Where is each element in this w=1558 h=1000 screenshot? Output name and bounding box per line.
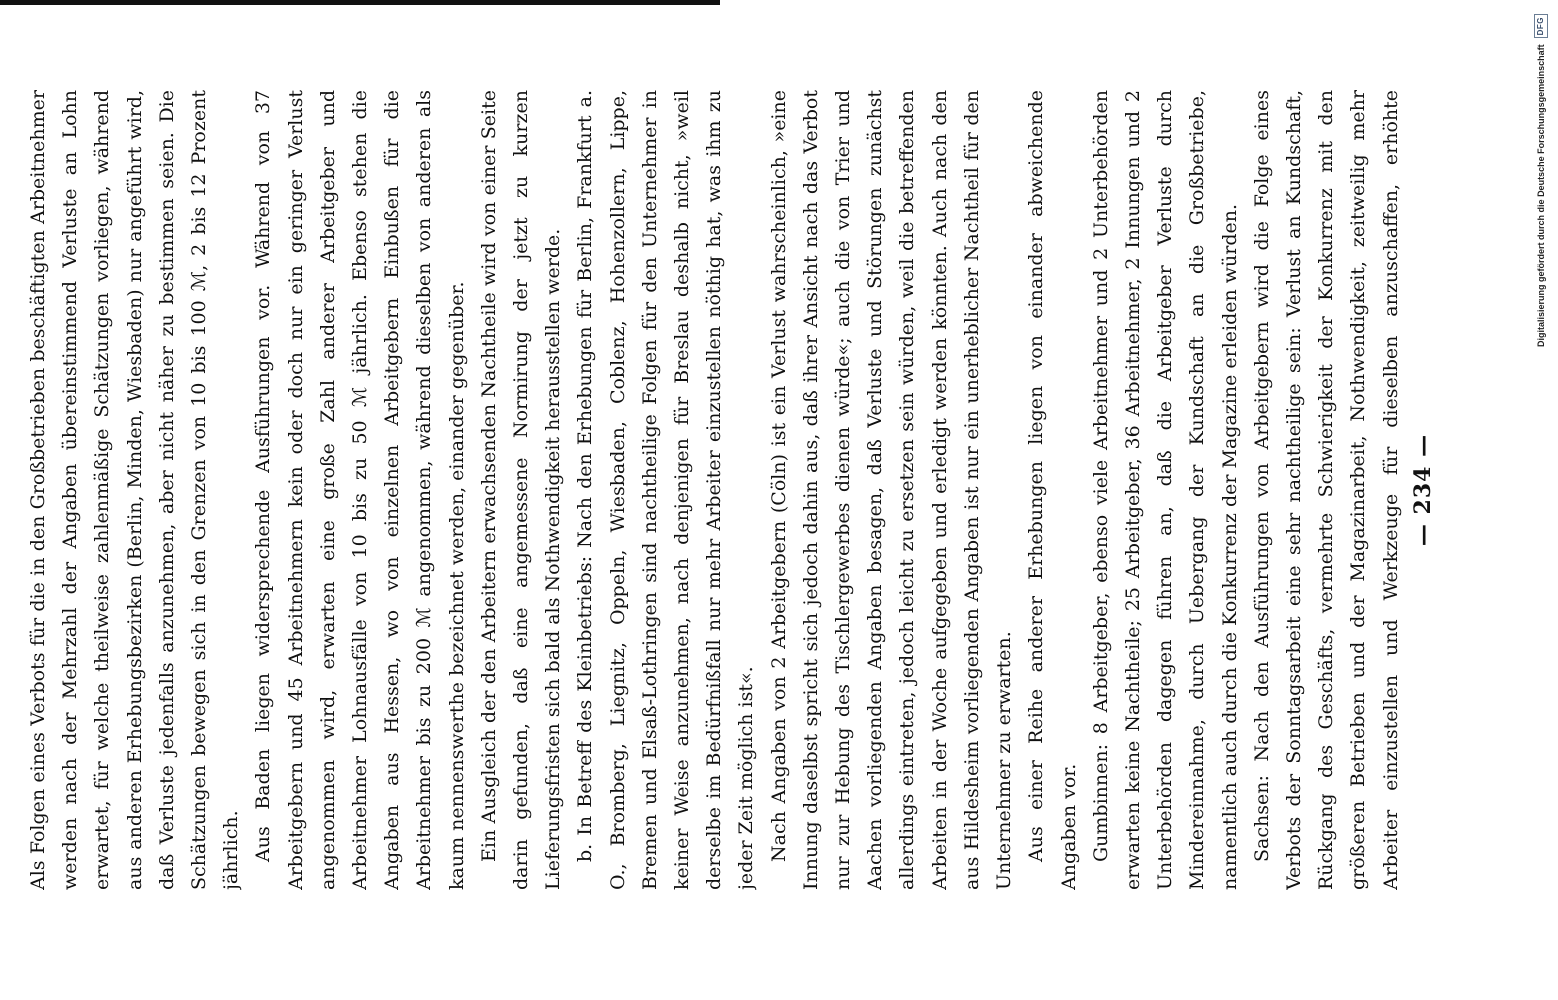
paragraph-7: Gumbinnen: 8 Arbeitgeber, ebenso viele Arbeitnehmer und 2 Unterbehörden erwarten keine Nachtheile; 25 Arbeitgeber, 36 Arbeitnehmer, 2 Innungen und 2 Unterbehörden dagegen führen an, daß die Arbeitgeber Verluste durch Mindereinnahme, durch Uebergang der Kundschaft an die Großbetriebe, namentlich auch durch die Konkurrenz der Magazine erleiden würden. — [1089, 90, 1241, 890]
scan-top-edge — [0, 0, 720, 5]
paragraph-6: Aus einer Reihe anderer Erhebungen liegen von einander abweichende Angaben vor. — [1025, 90, 1080, 890]
paragraph-4: b. In Betreff des Kleinbetriebs: Nach den Erhebungen für Berlin, Frankfurt a. O., Bromberg, Liegnitz, Oppeln, Wiesbaden, Coblenz, Hohenzollern, Lippe, Bremen und Elsaß-Lothringen sind nachtheilige Folgen für den Unternehmer in keiner Weise anzunehmen, nach denjenigen für Breslau deshalb nicht, »weil derselbe im Bedürfnißfall nur mehr Arbeiter einzustellen nöthig hat, was ihm zu jeder Zeit möglich ist«. — [574, 90, 758, 890]
page-number-header: — 234 — — [1410, 433, 1436, 547]
page-body — [22, 90, 1402, 890]
digitization-credit — [1525, 0, 1557, 1000]
digitization-credit-strip — [1525, 0, 1557, 1000]
paragraph-2: Aus Baden liegen widersprechende Ausführungen vor. Während von 37 Arbeitgebern und 45 Arbeitnehmern kein oder doch nur ein geringer Verlust angenommen wird, erwarten eine große Zahl anderer Arbeitgeber und Arbeitnehmer Lohnausfälle von 10 bis zu 50 ℳ jährlich. Ebenso stehen die Angaben aus Hessen, wo von einzelnen Arbeitgebern Einbußen für die Arbeitnehmer bis zu 200 ℳ angenommen, während dieselben von anderen als kaum nennenswerthe bezeichnet werden, einander gegenüber. — [252, 90, 468, 890]
paragraph-1: Als Folgen eines Verbots für die in den Großbetrieben beschäftigten Arbeitnehmer werden nach der Mehrzahl der Angaben übereinstimmend Verluste an Lohn erwartet, für welche theilweise zahlenmäßige Schätzungen vorliegen, während aus anderen Erhebungsbezirken (Berlin, Minden, Wiesbaden) nur angeführt wird, daß Verluste jedenfalls anzunehmen, aber nicht näher zu bestimmen seien. Die Schätzungen bewegen sich in den Grenzen von 10 bis 100 ℳ, 2 bis 12 Prozent jährlich. — [27, 90, 243, 890]
credit-text: Digitalisierung gefördert durch die Deutsche Forschungsgemeinschaft — [1536, 44, 1546, 347]
rotated-book-page — [0, 10, 1450, 970]
paragraph-5: Nach Angaben von 2 Arbeitgebern (Cöln) ist ein Verlust wahrscheinlich, »eine Innung daselbst spricht sich jedoch dahin aus, daß ihrer Ansicht nach das Verbot nur zur Hebung des Tischlergewerbes dienen würde«; auch die von Trier und Aachen vorliegenden Angaben besagen, daß Verluste und Störungen zunächst allerdings eintreten, jedoch leicht zu ersetzen sein würden, weil die betreffenden Arbeiten in der Woche aufgegeben und erledigt werden könnten. Auch nach den aus Hildesheim vorliegenden Angaben ist nur ein unerheblicher Nachtheil für den Unternehmer zu erwarten. — [767, 90, 1016, 890]
dfg-logo: DFG — [1534, 14, 1548, 38]
paragraph-3: Ein Ausgleich der den Arbeitern erwachsenden Nachtheile wird von einer Seite darin gefunden, daß eine angemessene Normirung der jetzt zu kurzen Lieferungsfristen sich bald als Nothwendigkeit herausstellen werde. — [477, 90, 565, 890]
paragraph-8: Sachsen: Nach den Ausführungen von Arbeitgebern wird die Folge eines Verbots der Sonntagsarbeit eine sehr nachtheilige sein: Verlust an Kundschaft, Rückgang des Geschäfts, vermehrte Schwierigkeit der Konkurrenz mit den größeren Betrieben und der Magazinarbeit, Nothwendigkeit, zeitweilig mehr Arbeiter einzustellen und Werkzeuge für dieselben anzuschaffen, erhöhte — [1250, 90, 1402, 890]
